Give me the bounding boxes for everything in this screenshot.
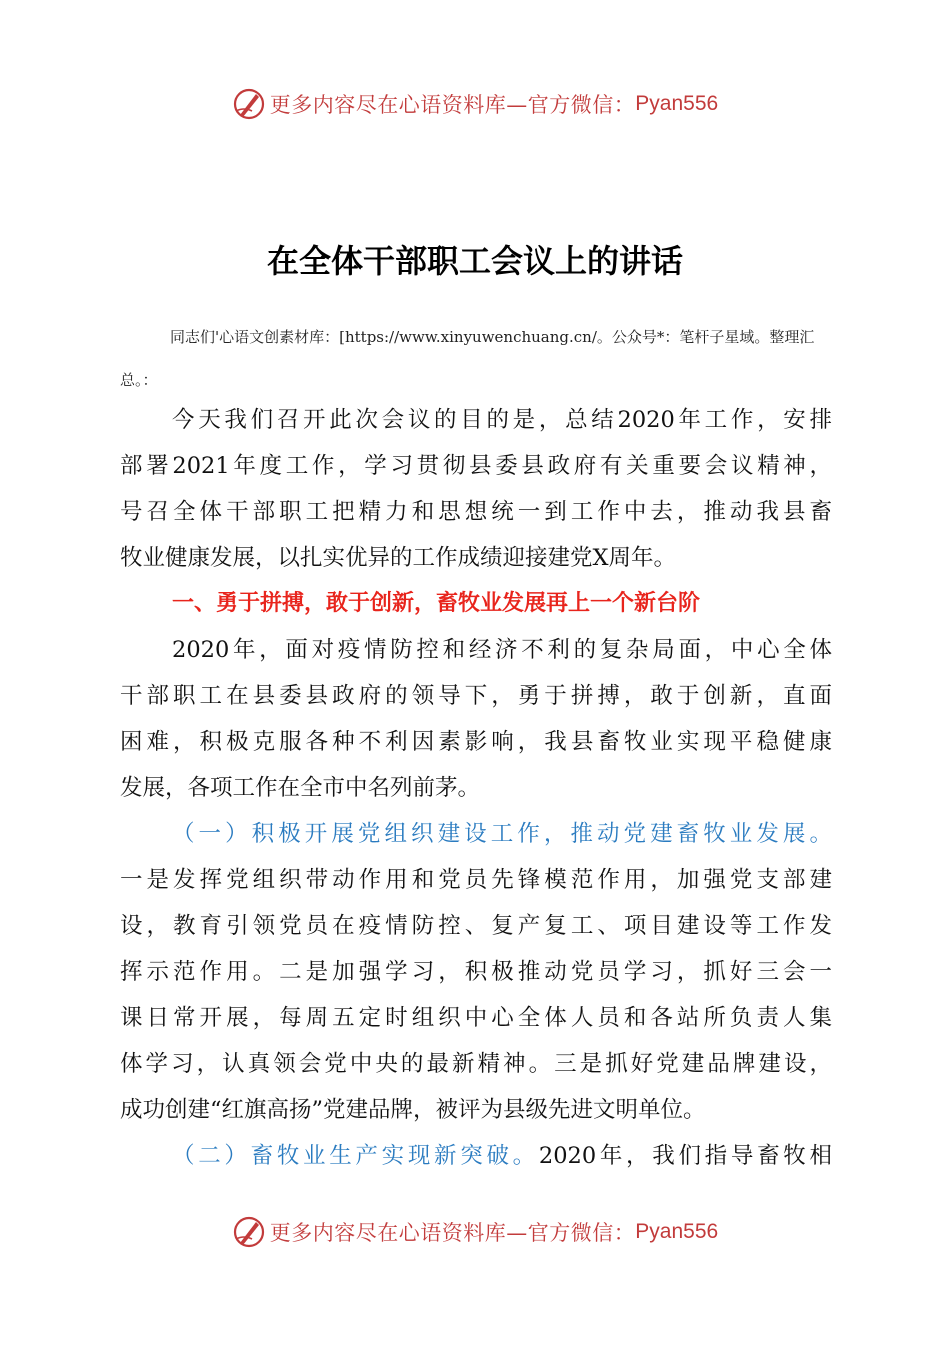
quill-pen-logo-icon (232, 1215, 266, 1249)
paragraph-line: 部署2021年度工作，学习贯彻县委县政府有关重要会议精神， (120, 453, 832, 479)
banner-wechat-id: Pyan556 (635, 92, 719, 115)
paragraph-line: 困难，积极克服各种不利因素影响，我县畜牧业实现平稳健康 (120, 729, 832, 755)
paragraph-line: 课日常开展，每周五定时组织中心全体人员和各站所负责人集 (120, 1005, 832, 1031)
paragraph-line: 体学习，认真领会党中央的最新精神。三是抓好党建品牌建设， (120, 1051, 832, 1077)
source-note-line2: 总。： (120, 371, 158, 389)
paragraph-line: 2020年，面对疫情防控和经济不利的复杂局面，中心全体 (172, 637, 832, 663)
quill-pen-logo-icon (232, 87, 266, 121)
footer-banner (0, 1212, 950, 1252)
banner-text: 更多内容尽在心语资料库—官方微信： (269, 1221, 636, 1245)
paragraph-line: 牧业健康发展，以扎实优异的工作成绩迎接建党X周年。 (120, 545, 677, 571)
paragraph-line: 成功创建“红旗高扬”党建品牌，被评为县级先进文明单位。 (120, 1097, 706, 1123)
source-note-line1: 同志们'心语文创素材库：[https://www.xinyuwenchuang.cn/。公众号*：笔杆子星域。整理汇 (170, 328, 815, 346)
paragraph-line: 号召全体干部职工把精力和思想统一到工作中去，推动我县畜 (120, 499, 832, 525)
banner-wechat-id: Pyan556 (635, 1220, 719, 1243)
subsection-heading: （二）畜牧业生产实现新突破。 (172, 1143, 539, 1169)
header-banner (0, 84, 950, 124)
paragraph-line: 挥示范作用。二是加强学习，积极推动党员学习，抓好三会一 (120, 959, 832, 985)
paragraph-line: 今天我们召开此次会议的目的是，总结2020年工作，安排 (172, 407, 832, 433)
paragraph-text: 2020年，我们指导畜牧相 (538, 1143, 832, 1169)
page-title: 在全体干部职工会议上的讲话 (266, 242, 683, 280)
section-heading: 一、勇于拼搏，敢于创新，畜牧业发展再上一个新台阶 (172, 591, 701, 616)
banner-text: 更多内容尽在心语资料库—官方微信： (269, 93, 636, 117)
paragraph-line: 发展，各项工作在全市中名列前茅。 (120, 775, 481, 801)
paragraph-line-mixed (120, 1138, 832, 1170)
paragraph-line: 干部职工在县委县政府的领导下，勇于拼搏，敢于创新，直面 (120, 683, 832, 709)
subsection-heading: （一）积极开展党组织建设工作，推动党建畜牧业发展。 (172, 821, 832, 847)
paragraph-line: 设，教育引领党员在疫情防控、复产复工、项目建设等工作发 (120, 913, 832, 939)
paragraph-line: 一是发挥党组织带动作用和党员先锋模范作用，加强党支部建 (120, 867, 832, 893)
